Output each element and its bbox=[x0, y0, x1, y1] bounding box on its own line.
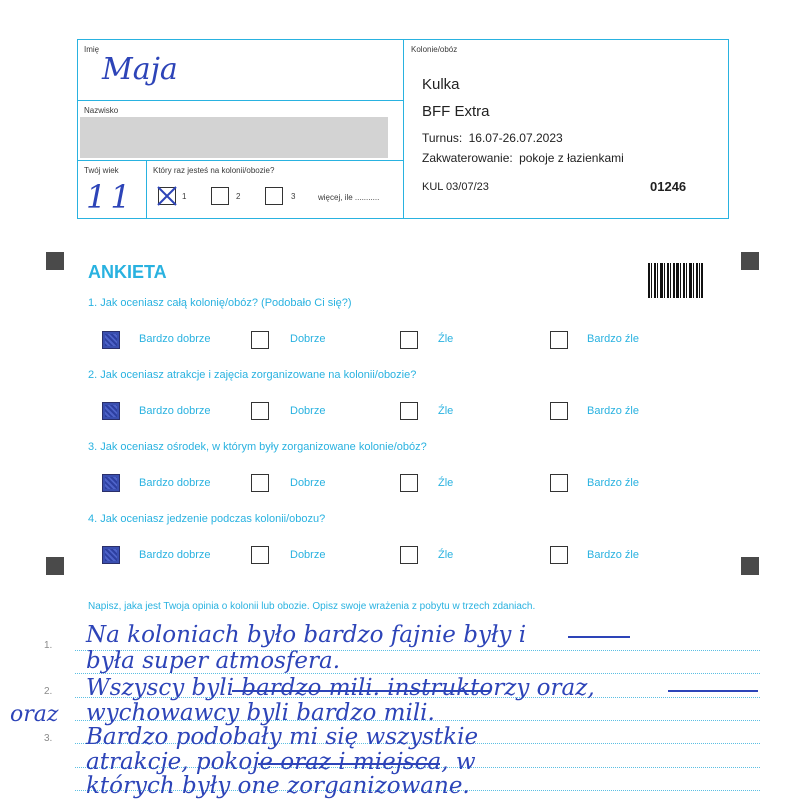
q2-option-zle-label: Źle bbox=[438, 405, 454, 417]
registration-mark-bottom-right bbox=[741, 557, 759, 575]
question-2: 2. Jak oceniasz atrakcje i zajęcia zorganizowane na kolonii/obozie? bbox=[88, 369, 417, 381]
opinion-number-3: 3. bbox=[44, 733, 53, 744]
header-divider-vertical bbox=[403, 39, 404, 219]
q4-option-dobrze-label: Dobrze bbox=[290, 549, 326, 561]
handwritten-line[interactable]: których były one zorganizowane. bbox=[86, 773, 470, 799]
barcode-icon bbox=[648, 263, 703, 298]
q4-option-bardzo-zle-label: Bardzo źle bbox=[587, 549, 639, 561]
handwritten-line[interactable]: Wszyscy byli bardzo mili. instruktorzy oraz, bbox=[86, 675, 595, 701]
handwritten-line[interactable]: wychowawcy byli bardzo mili. bbox=[86, 700, 435, 726]
turnus-value: 16.07-26.07.2023 bbox=[468, 131, 563, 145]
q4-option-bardzo-zle-checkbox[interactable] bbox=[550, 546, 568, 564]
nazwisko-label: Nazwisko bbox=[84, 106, 119, 115]
q3-option-bardzo-zle-label: Bardzo źle bbox=[587, 477, 639, 489]
strikethrough bbox=[568, 636, 630, 638]
registration-mark-top-left bbox=[46, 252, 64, 270]
camp-type: BFF Extra bbox=[422, 103, 490, 120]
q1-option-dobrze-checkbox[interactable] bbox=[251, 331, 269, 349]
q1-option-zle-checkbox[interactable] bbox=[400, 331, 418, 349]
q2-option-zle-checkbox[interactable] bbox=[400, 402, 418, 420]
q2-option-bardzo-dobrze-checkbox[interactable] bbox=[102, 402, 120, 420]
q3-option-bardzo-dobrze-label: Bardzo dobrze bbox=[139, 477, 211, 489]
q3-option-bardzo-zle-checkbox[interactable] bbox=[550, 474, 568, 492]
q1-option-zle-label: Źle bbox=[438, 333, 454, 345]
imie-value[interactable]: Maja bbox=[102, 52, 178, 87]
ktory-raz-option-1: 1 bbox=[182, 192, 187, 201]
header-divider-3 bbox=[146, 160, 147, 219]
opinion-number-2: 2. bbox=[44, 686, 53, 697]
handwritten-line[interactable]: Na koloniach było bardzo fajnie były i bbox=[86, 622, 527, 648]
q3-option-zle-checkbox[interactable] bbox=[400, 474, 418, 492]
q2-option-bardzo-zle-label: Bardzo źle bbox=[587, 405, 639, 417]
ktory-raz-checkbox-2[interactable] bbox=[211, 187, 229, 205]
kolonie-label: Kolonie/obóz bbox=[411, 45, 458, 54]
survey-title: ANKIETA bbox=[88, 262, 167, 282]
q4-option-zle-label: Źle bbox=[438, 549, 454, 561]
ktory-raz-option-2: 2 bbox=[236, 192, 241, 201]
ktory-raz-label: Który raz jesteś na kolonii/obozie? bbox=[153, 166, 275, 175]
registration-mark-bottom-left bbox=[46, 557, 64, 575]
q2-option-bardzo-dobrze-label: Bardzo dobrze bbox=[139, 405, 211, 417]
strikethrough bbox=[232, 690, 490, 692]
q4-option-bardzo-dobrze-checkbox[interactable] bbox=[102, 546, 120, 564]
q4-option-dobrze-checkbox[interactable] bbox=[251, 546, 269, 564]
q1-option-bardzo-dobrze-checkbox[interactable] bbox=[102, 331, 120, 349]
nazwisko-redaction bbox=[80, 117, 388, 158]
question-1: 1. Jak oceniasz całą kolonię/obóz? (Podobało Ci się?) bbox=[88, 297, 352, 309]
handwritten-line[interactable]: była super atmosfera. bbox=[86, 648, 341, 674]
handwritten-line[interactable]: atrakcje, pokoje oraz i miejsca, w bbox=[86, 749, 476, 775]
q1-option-dobrze-label: Dobrze bbox=[290, 333, 326, 345]
wiecej-label: więcej, ile ........... bbox=[318, 193, 380, 202]
header-divider-2 bbox=[77, 160, 403, 161]
q3-option-zle-label: Źle bbox=[438, 477, 454, 489]
camp-code: KUL 03/07/23 bbox=[422, 181, 489, 193]
q2-option-dobrze-label: Dobrze bbox=[290, 405, 326, 417]
wiek-label: Twój wiek bbox=[84, 166, 119, 175]
handwritten-margin-word[interactable]: oraz bbox=[10, 702, 59, 727]
ktory-raz-checkbox-3[interactable] bbox=[265, 187, 283, 205]
strikethrough bbox=[668, 690, 758, 692]
question-3: 3. Jak oceniasz ośrodek, w którym były zorganizowane kolonie/obóz? bbox=[88, 441, 427, 453]
wiek-value[interactable]: 11 bbox=[86, 178, 135, 216]
q2-option-bardzo-zle-checkbox[interactable] bbox=[550, 402, 568, 420]
ktory-raz-option-3: 3 bbox=[291, 192, 296, 201]
q3-option-dobrze-checkbox[interactable] bbox=[251, 474, 269, 492]
registration-mark-top-right bbox=[741, 252, 759, 270]
handwritten-line[interactable]: Bardzo podobały mi się wszystkie bbox=[86, 724, 479, 750]
header-divider-1 bbox=[77, 100, 403, 101]
zakwaterowanie-row bbox=[422, 151, 624, 165]
q1-option-bardzo-zle-checkbox[interactable] bbox=[550, 331, 568, 349]
q1-option-bardzo-dobrze-label: Bardzo dobrze bbox=[139, 333, 211, 345]
turnus-label: Turnus: bbox=[422, 131, 463, 145]
q1-option-bardzo-zle-label: Bardzo źle bbox=[587, 333, 639, 345]
form-number: 01246 bbox=[650, 179, 687, 194]
turnus-row bbox=[422, 131, 563, 145]
q2-option-dobrze-checkbox[interactable] bbox=[251, 402, 269, 420]
camp-name: Kulka bbox=[422, 76, 460, 93]
question-4: 4. Jak oceniasz jedzenie podczas kolonii/obozu? bbox=[88, 513, 326, 525]
zakwaterowanie-label: Zakwaterowanie: bbox=[422, 151, 513, 165]
q4-option-zle-checkbox[interactable] bbox=[400, 546, 418, 564]
q3-option-bardzo-dobrze-checkbox[interactable] bbox=[102, 474, 120, 492]
q4-option-bardzo-dobrze-label: Bardzo dobrze bbox=[139, 549, 211, 561]
imie-label: Imię bbox=[84, 45, 100, 54]
zakwaterowanie-value: pokoje z łazienkami bbox=[519, 151, 624, 165]
strikethrough bbox=[258, 763, 440, 765]
opinion-prompt: Napisz, jaka jest Twoja opinia o kolonii lub obozie. Opisz swoje wrażenia z pobytu w trzech zdaniach. bbox=[88, 601, 536, 612]
q3-option-dobrze-label: Dobrze bbox=[290, 477, 326, 489]
opinion-number-1: 1. bbox=[44, 640, 53, 651]
ktory-raz-check-mark-icon bbox=[154, 183, 180, 209]
